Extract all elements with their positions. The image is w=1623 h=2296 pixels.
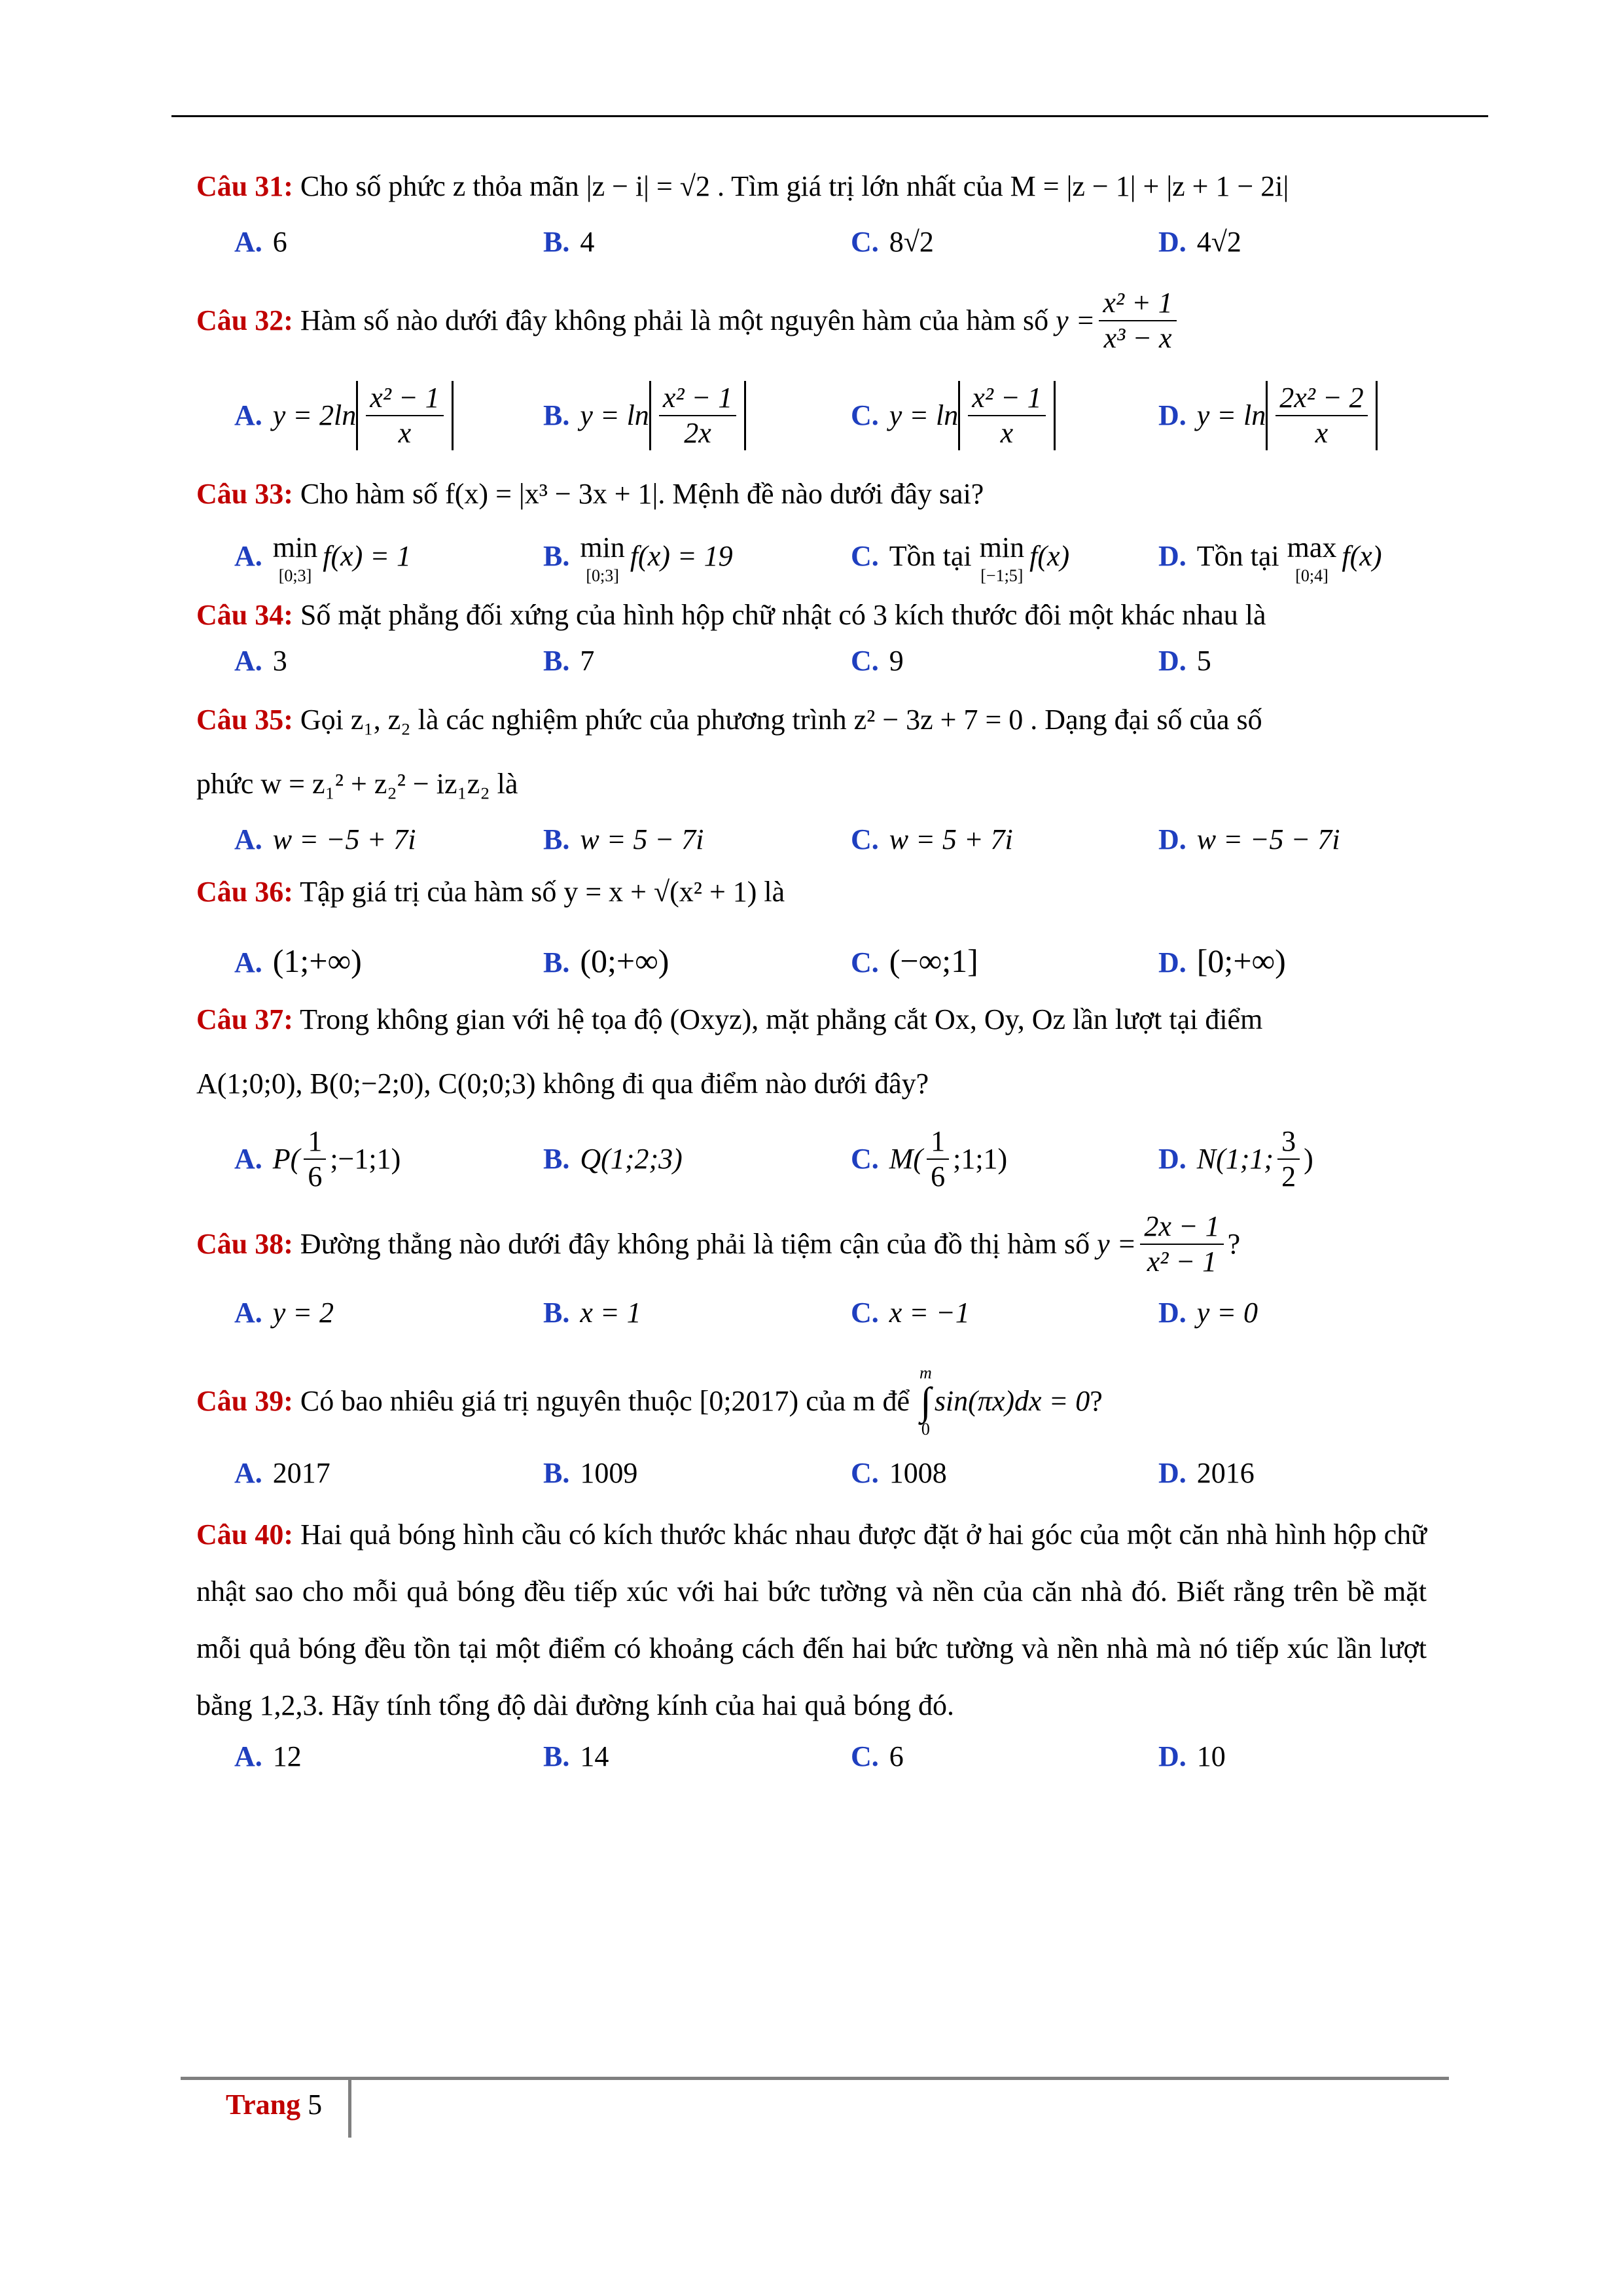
question-34 xyxy=(196,596,1427,681)
option-expr: f(x) xyxy=(1342,540,1382,572)
option-d[interactable] xyxy=(1158,941,1286,982)
option-value: 9 xyxy=(889,645,904,677)
option-prefix: Tồn tại xyxy=(889,540,972,572)
option-value: w = 5 + 7i xyxy=(889,823,1013,855)
option-label: A. xyxy=(234,1457,262,1489)
option-a[interactable] xyxy=(234,1737,302,1776)
options xyxy=(196,641,1427,681)
option-value: w = −5 − 7i xyxy=(1196,823,1340,855)
option-c[interactable] xyxy=(851,1293,970,1333)
question-label: Câu 31: xyxy=(196,170,293,202)
option-value: x = −1 xyxy=(889,1297,970,1329)
option-label: C. xyxy=(851,540,879,572)
option-label: A. xyxy=(234,1143,262,1175)
option-label: C. xyxy=(851,399,879,431)
denominator: x³ − x xyxy=(1103,322,1172,354)
question-text: Đường thẳng nào dưới đây không phải là tiệm cận của đồ thị hàm số xyxy=(300,1228,1090,1260)
max-operator: max xyxy=(1287,531,1337,564)
option-b[interactable] xyxy=(543,1117,683,1202)
question-31 xyxy=(196,167,1427,262)
option-value: w = 5 − 7i xyxy=(580,823,704,855)
question-text-line2: A(1;0;0), B(0;−2;0), C(0;0;3) không đi qua điểm nào dưới đây? xyxy=(196,1067,929,1100)
option-b[interactable] xyxy=(543,1454,637,1493)
option-label: D. xyxy=(1158,1143,1186,1175)
option-c[interactable] xyxy=(851,373,1056,458)
option-c[interactable] xyxy=(851,941,978,982)
question-36 xyxy=(196,872,1427,980)
option-value: 4√2 xyxy=(1196,226,1241,258)
option-value: 4 xyxy=(580,226,595,258)
option-a[interactable] xyxy=(234,820,416,859)
option-label: A. xyxy=(234,540,262,572)
option-label: C. xyxy=(851,1297,879,1329)
option-a[interactable] xyxy=(234,1454,330,1493)
question-label: Câu 34: xyxy=(196,599,293,631)
option-d[interactable] xyxy=(1158,524,1382,589)
integral-upper: m xyxy=(919,1363,932,1382)
integral-sign xyxy=(919,1365,932,1438)
options xyxy=(196,524,1427,589)
option-label: B. xyxy=(543,540,570,572)
question-39 xyxy=(196,1352,1427,1493)
option-label: D. xyxy=(1158,823,1186,855)
page-number xyxy=(226,2088,322,2121)
option-label: C. xyxy=(851,226,879,258)
option-b[interactable] xyxy=(543,1293,641,1333)
option-label: B. xyxy=(543,226,570,258)
option-label: B. xyxy=(543,946,570,978)
numerator: 2x − 1 xyxy=(1140,1210,1223,1245)
option-label: B. xyxy=(543,823,570,855)
option-b[interactable] xyxy=(543,223,594,262)
numerator: x² − 1 xyxy=(366,381,443,416)
question-text: Gọi z₁, z₂ là các nghiệm phức của phương trình z² − 3z + 7 = 0 . Dạng đại số của số xyxy=(300,704,1262,736)
option-value: Q(1;2;3) xyxy=(580,1143,683,1175)
options xyxy=(196,1737,1427,1776)
option-d[interactable] xyxy=(1158,1454,1255,1493)
option-value: 12 xyxy=(272,1740,302,1772)
footer-divider xyxy=(348,2080,351,2138)
option-prefix: M( xyxy=(889,1143,923,1175)
option-c[interactable] xyxy=(851,820,1013,859)
numerator: x² − 1 xyxy=(659,381,736,416)
option-a[interactable] xyxy=(234,223,287,262)
range: [0;4] xyxy=(1295,566,1329,585)
page-label: Trang xyxy=(226,2089,301,2121)
option-label: C. xyxy=(851,823,879,855)
denominator: x xyxy=(398,417,412,449)
question-label: Câu 35: xyxy=(196,704,293,736)
option-a[interactable] xyxy=(234,524,411,589)
option-label: C. xyxy=(851,1143,879,1175)
option-label: A. xyxy=(234,823,262,855)
option-value: 3 xyxy=(272,645,287,677)
numerator: x² − 1 xyxy=(968,381,1045,416)
option-b[interactable] xyxy=(543,941,669,982)
question-text: Trong không gian với hệ tọa độ (Oxyz), mặt phẳng cắt Ox, Oy, Oz lần lượt tại điểm xyxy=(300,1003,1263,1035)
footer-rule xyxy=(181,2077,1449,2080)
formula-lhs: y = xyxy=(1056,304,1096,336)
question-list xyxy=(196,167,1427,1803)
option-d[interactable] xyxy=(1158,641,1211,681)
question-text: Tập giá trị của hàm số y = x + √(x² + 1) là xyxy=(300,876,785,908)
question-label: Câu 36: xyxy=(196,876,293,908)
option-label: D. xyxy=(1158,540,1186,572)
option-c[interactable] xyxy=(851,1737,904,1776)
option-label: C. xyxy=(851,1457,879,1489)
denominator: 2x xyxy=(684,417,711,449)
formula-fraction xyxy=(1140,1210,1223,1279)
option-b[interactable] xyxy=(543,641,594,681)
option-d[interactable] xyxy=(1158,820,1340,859)
option-value: 1009 xyxy=(580,1457,638,1489)
question-label: Câu 40: xyxy=(196,1518,294,1551)
option-d[interactable] xyxy=(1158,373,1378,458)
option-prefix: y = ln xyxy=(580,399,649,431)
option-value: [0;+∞) xyxy=(1196,942,1286,979)
option-c[interactable] xyxy=(851,1454,947,1493)
options xyxy=(196,373,1427,458)
question-label: Câu 38: xyxy=(196,1228,293,1260)
option-value: (−∞;1] xyxy=(889,942,978,979)
option-suffix: ;1;1) xyxy=(953,1143,1008,1175)
question-38 xyxy=(196,1205,1427,1333)
header-rule xyxy=(171,115,1488,117)
option-a[interactable] xyxy=(234,1293,334,1333)
options xyxy=(196,1117,1427,1202)
option-label: B. xyxy=(543,399,570,431)
option-a[interactable] xyxy=(234,1117,401,1202)
question-text-line2: phức w = z₁² + z₂² − iz₁z₂ là xyxy=(196,768,518,800)
question-text: Hàm số nào dưới đây không phải là một nguyên hàm của hàm số xyxy=(300,304,1049,336)
range: [0;3] xyxy=(278,566,312,585)
option-label: D. xyxy=(1158,1740,1186,1772)
option-c[interactable] xyxy=(851,1117,1007,1202)
option-label: C. xyxy=(851,645,879,677)
option-b[interactable] xyxy=(543,820,704,859)
numerator: 1 xyxy=(927,1124,949,1160)
integral-lower: 0 xyxy=(921,1420,930,1439)
option-value: 1008 xyxy=(889,1457,947,1489)
min-operator: min xyxy=(580,531,625,564)
question-text: Cho số phức z thỏa mãn |z − i| = √2 . Tìm giá trị lớn nhất của M = |z − 1| + |z + 1 − 2i| xyxy=(300,170,1289,202)
integral-symbol: ∫ xyxy=(920,1380,931,1423)
option-prefix: N(1;1; xyxy=(1196,1143,1274,1175)
option-suffix: ;−1;1) xyxy=(330,1143,401,1175)
option-label: C. xyxy=(851,1740,879,1772)
option-a[interactable] xyxy=(234,641,287,681)
option-label: D. xyxy=(1158,399,1186,431)
denominator: 2 xyxy=(1281,1160,1296,1193)
option-value: 5 xyxy=(1196,645,1211,677)
option-label: A. xyxy=(234,226,262,258)
option-label: A. xyxy=(234,1297,262,1329)
numerator: x² + 1 xyxy=(1099,286,1176,321)
option-value: 10 xyxy=(1196,1740,1226,1772)
question-text: Số mặt phẳng đối xứng của hình hộp chữ nhật có 3 kích thước đôi một khác nhau là xyxy=(300,599,1266,631)
option-label: A. xyxy=(234,645,262,677)
formula-tail: ? xyxy=(1227,1228,1241,1260)
denominator: x² − 1 xyxy=(1147,1246,1217,1278)
option-prefix: P( xyxy=(272,1143,300,1175)
option-c[interactable] xyxy=(851,641,904,681)
option-value: (0;+∞) xyxy=(580,942,669,979)
options xyxy=(196,1293,1427,1333)
option-label: B. xyxy=(543,1297,570,1329)
option-label: D. xyxy=(1158,1457,1186,1489)
option-expr: f(x) = 19 xyxy=(630,540,733,572)
option-prefix: y = ln xyxy=(1196,399,1266,431)
option-value: y = 0 xyxy=(1196,1297,1258,1329)
numerator: 2x² − 2 xyxy=(1275,381,1367,416)
question-text: Cho hàm số f(x) = |x³ − 3x + 1|. Mệnh đề nào dưới đây sai? xyxy=(300,478,984,510)
options xyxy=(196,941,1427,980)
option-label: B. xyxy=(543,1457,570,1489)
option-label: B. xyxy=(543,1143,570,1175)
question-37 xyxy=(196,1000,1427,1202)
option-prefix: y = 2ln xyxy=(272,399,357,431)
question-33 xyxy=(196,475,1427,589)
option-label: A. xyxy=(234,399,262,431)
option-value: 14 xyxy=(580,1740,609,1772)
question-label: Câu 39: xyxy=(196,1385,293,1417)
denominator: x xyxy=(1000,417,1014,449)
option-suffix: ) xyxy=(1304,1143,1313,1175)
question-text: Hai quả bóng hình cầu có kích thước khác nhau được đặt ở hai góc của một căn nhà hình hộp chữ nhật sao cho mỗi quả bóng đều tiếp xúc với hai bức tường và nền của căn nhà đó. Biết rằng trên bề mặt mỗi quả bóng đều tồn tại một điểm có khoảng cách đến hai bức tường và nền nhà mà nó tiếp xúc lần lượt bằng 1,2,3. Hãy tính tổng độ dài đường kính của hai quả bóng đó. xyxy=(196,1518,1427,1721)
option-label: D. xyxy=(1158,226,1186,258)
option-d[interactable] xyxy=(1158,223,1241,262)
question-label: Câu 33: xyxy=(196,478,293,510)
option-expr: f(x) = 1 xyxy=(323,540,411,572)
option-c[interactable] xyxy=(851,524,1069,589)
question-label: Câu 37: xyxy=(196,1003,293,1035)
option-value: 2016 xyxy=(1196,1457,1255,1489)
denominator: 6 xyxy=(931,1160,946,1193)
question-label: Câu 32: xyxy=(196,304,293,336)
question-35 xyxy=(196,700,1427,859)
option-label: C. xyxy=(851,946,879,978)
page-number-value: 5 xyxy=(308,2089,323,2121)
option-value: 2017 xyxy=(272,1457,330,1489)
denominator: x xyxy=(1315,417,1329,449)
option-prefix: y = ln xyxy=(889,399,959,431)
option-expr: f(x) xyxy=(1029,540,1070,572)
question-40 xyxy=(196,1506,1427,1776)
option-value: 8√2 xyxy=(889,226,934,258)
min-operator: min xyxy=(979,531,1025,564)
option-value: 7 xyxy=(580,645,595,677)
option-prefix: Tồn tại xyxy=(1196,540,1279,572)
option-value: w = −5 + 7i xyxy=(272,823,416,855)
formula-fraction xyxy=(1099,286,1176,355)
option-value: (1;+∞) xyxy=(272,942,362,979)
numerator: 3 xyxy=(1277,1124,1300,1160)
option-b[interactable] xyxy=(543,1737,609,1776)
option-label: B. xyxy=(543,1740,570,1772)
formula-lhs: y = xyxy=(1097,1228,1137,1260)
options xyxy=(196,1454,1427,1493)
option-value: x = 1 xyxy=(580,1297,641,1329)
range: [0;3] xyxy=(586,566,619,585)
question-32 xyxy=(196,281,1427,458)
option-label: A. xyxy=(234,1740,262,1772)
options xyxy=(196,223,1427,262)
option-label: D. xyxy=(1158,1297,1186,1329)
option-a[interactable] xyxy=(234,373,454,458)
option-b[interactable] xyxy=(543,524,733,589)
denominator: 6 xyxy=(308,1160,323,1193)
option-value: 6 xyxy=(272,226,287,258)
numerator: 1 xyxy=(304,1124,326,1160)
option-d[interactable] xyxy=(1158,1737,1226,1776)
min-operator: min xyxy=(272,531,318,564)
integral-tail: ? xyxy=(1090,1385,1103,1417)
option-label: B. xyxy=(543,645,570,677)
range: [−1;5] xyxy=(980,566,1024,585)
option-c[interactable] xyxy=(851,223,934,262)
integral-body: sin(πx)dx = 0 xyxy=(934,1385,1090,1417)
option-value: y = 2 xyxy=(272,1297,334,1329)
option-d[interactable] xyxy=(1158,1293,1258,1333)
option-d[interactable] xyxy=(1158,1117,1313,1202)
option-b[interactable] xyxy=(543,373,746,458)
option-value: 6 xyxy=(889,1740,904,1772)
options xyxy=(196,820,1427,859)
option-label: D. xyxy=(1158,645,1186,677)
option-label: A. xyxy=(234,946,262,978)
option-a[interactable] xyxy=(234,941,362,982)
option-label: D. xyxy=(1158,946,1186,978)
question-text: Có bao nhiêu giá trị nguyên thuộc [0;2017) của m để xyxy=(300,1385,910,1417)
